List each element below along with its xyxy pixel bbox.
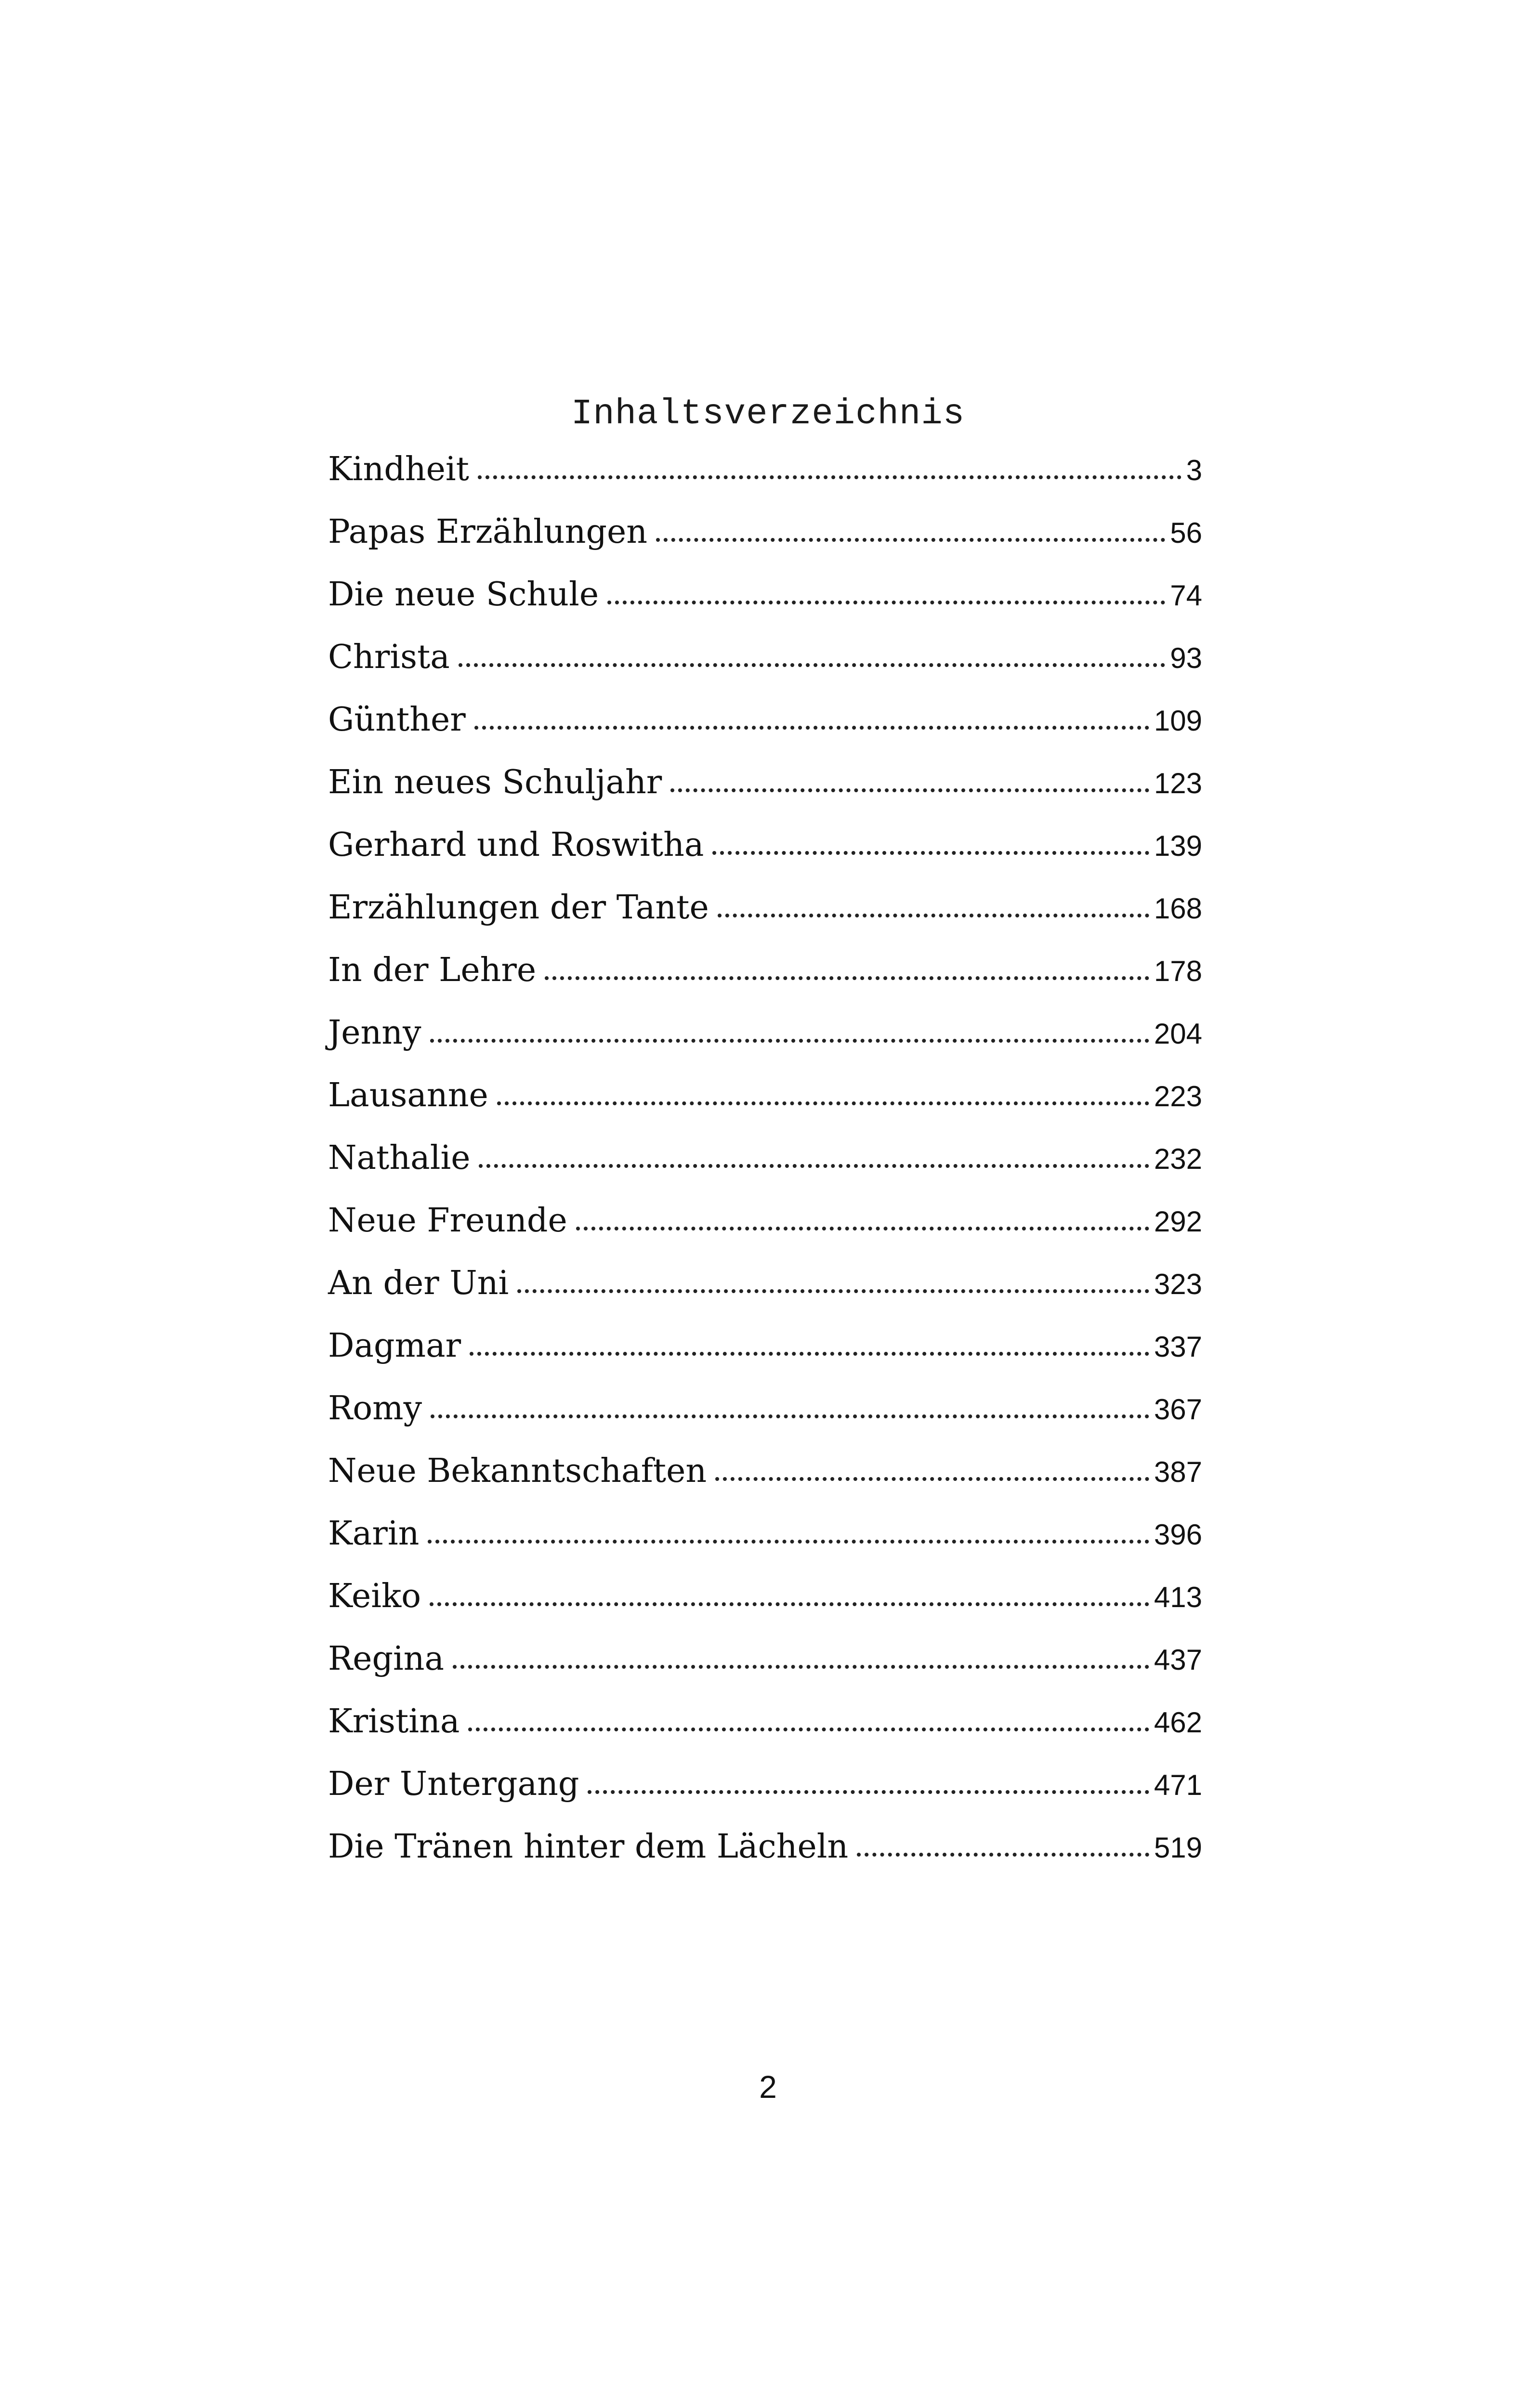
toc-entry-page-number: 74 — [1170, 579, 1202, 612]
dot-leader — [453, 1660, 1149, 1669]
toc-entry-title: Jenny — [328, 1014, 421, 1052]
toc-entry-page-number: 387 — [1154, 1456, 1202, 1488]
toc-entry — [328, 942, 1202, 1004]
toc-entry-page-number: 109 — [1154, 705, 1202, 737]
toc-entry — [328, 1442, 1202, 1505]
toc-entry — [328, 1380, 1202, 1442]
toc-entry — [328, 566, 1202, 628]
toc-entry-page-number: 323 — [1154, 1268, 1202, 1300]
toc-entry-page-number: 337 — [1154, 1331, 1202, 1363]
toc-entry-title: Die Tränen hinter dem Lächeln — [328, 1828, 849, 1866]
dot-leader — [431, 1410, 1149, 1418]
dot-leader — [712, 846, 1149, 855]
toc-entry-page-number: 462 — [1154, 1706, 1202, 1739]
dot-leader — [497, 1097, 1149, 1105]
toc-entry — [328, 1755, 1202, 1818]
toc-entry-page-number: 3 — [1186, 454, 1202, 486]
toc-entry — [328, 1067, 1202, 1129]
toc-entry-title: Gerhard und Roswitha — [328, 826, 704, 864]
page-number: 2 — [759, 2069, 777, 2105]
toc-entry-page-number: 232 — [1154, 1143, 1202, 1175]
dot-leader — [428, 1535, 1149, 1544]
toc-entry-title: Ein neues Schuljahr — [328, 763, 662, 801]
toc-entry-page-number: 56 — [1170, 517, 1202, 549]
toc-entry — [328, 1255, 1202, 1317]
dot-leader — [478, 471, 1182, 479]
dot-leader — [670, 784, 1149, 792]
dot-leader — [517, 1284, 1149, 1293]
toc-entry — [328, 1818, 1202, 1881]
toc-entry-title: Lausanne — [328, 1076, 488, 1114]
dot-leader — [459, 658, 1165, 667]
toc-entry-title: Kristina — [328, 1702, 460, 1741]
toc-entry-title: Der Untergang — [328, 1765, 579, 1803]
toc-entry-page-number: 519 — [1154, 1832, 1202, 1864]
toc-entry — [328, 628, 1202, 691]
dot-leader — [468, 1723, 1149, 1731]
toc-entry-page-number: 437 — [1154, 1644, 1202, 1676]
toc-entry — [328, 1568, 1202, 1630]
dot-leader — [430, 1034, 1149, 1043]
dot-leader — [470, 1347, 1149, 1356]
toc-entry-title: Papas Erzählungen — [328, 513, 648, 551]
dot-leader — [576, 1222, 1149, 1230]
toc-entry-title: Christa — [328, 638, 450, 676]
toc-entry-page-number: 292 — [1154, 1205, 1202, 1238]
dot-leader — [479, 1159, 1149, 1168]
toc-entry — [328, 1630, 1202, 1693]
toc-entry-page-number: 413 — [1154, 1581, 1202, 1613]
toc-entry — [328, 1693, 1202, 1755]
toc-entry-title: Romy — [328, 1389, 422, 1427]
toc-entry-page-number: 93 — [1170, 642, 1202, 674]
toc-entry-title: Karin — [328, 1515, 420, 1553]
toc-entry — [328, 441, 1202, 503]
toc-entry-title: Neue Freunde — [328, 1202, 567, 1240]
dot-leader — [607, 596, 1165, 604]
dot-leader — [857, 1848, 1149, 1857]
toc-entry — [328, 1505, 1202, 1568]
toc-entry-title: Keiko — [328, 1577, 421, 1615]
toc-entry-page-number: 178 — [1154, 955, 1202, 987]
toc-entry — [328, 1192, 1202, 1255]
toc-entry — [328, 879, 1202, 942]
toc-heading: Inhaltsverzeichnis — [571, 394, 965, 434]
toc-entry — [328, 691, 1202, 754]
toc-entry-page-number: 204 — [1154, 1018, 1202, 1050]
toc-entry — [328, 816, 1202, 879]
dot-leader — [474, 721, 1149, 730]
toc-entry-page-number: 396 — [1154, 1518, 1202, 1551]
toc-entry-title: Nathalie — [328, 1139, 471, 1177]
dot-leader — [656, 533, 1165, 542]
table-of-contents — [328, 441, 1202, 1881]
toc-entry — [328, 1317, 1202, 1380]
toc-entry — [328, 754, 1202, 816]
dot-leader — [545, 971, 1149, 980]
toc-entry-page-number: 223 — [1154, 1080, 1202, 1112]
toc-entry — [328, 1004, 1202, 1067]
toc-entry-title: Die neue Schule — [328, 576, 599, 614]
toc-entry-page-number: 367 — [1154, 1393, 1202, 1426]
toc-entry-page-number: 168 — [1154, 892, 1202, 925]
dot-leader — [430, 1597, 1149, 1606]
toc-entry-title: An der Uni — [328, 1264, 509, 1302]
dot-leader — [718, 909, 1149, 917]
toc-entry-title: Kindheit — [328, 450, 469, 488]
toc-entry-page-number: 471 — [1154, 1769, 1202, 1801]
toc-entry-title: Dagmar — [328, 1327, 461, 1365]
dot-leader — [715, 1472, 1149, 1481]
toc-entry — [328, 1129, 1202, 1192]
toc-entry-title: Erzählungen der Tante — [328, 889, 709, 927]
toc-entry-page-number: 139 — [1154, 830, 1202, 862]
toc-entry-title: Regina — [328, 1640, 445, 1678]
toc-entry-page-number: 123 — [1154, 767, 1202, 799]
dot-leader — [588, 1785, 1149, 1794]
toc-entry-title: In der Lehre — [328, 951, 537, 989]
toc-entry-title: Günther — [328, 701, 466, 739]
toc-entry — [328, 503, 1202, 566]
toc-entry-title: Neue Bekanntschaften — [328, 1452, 707, 1490]
